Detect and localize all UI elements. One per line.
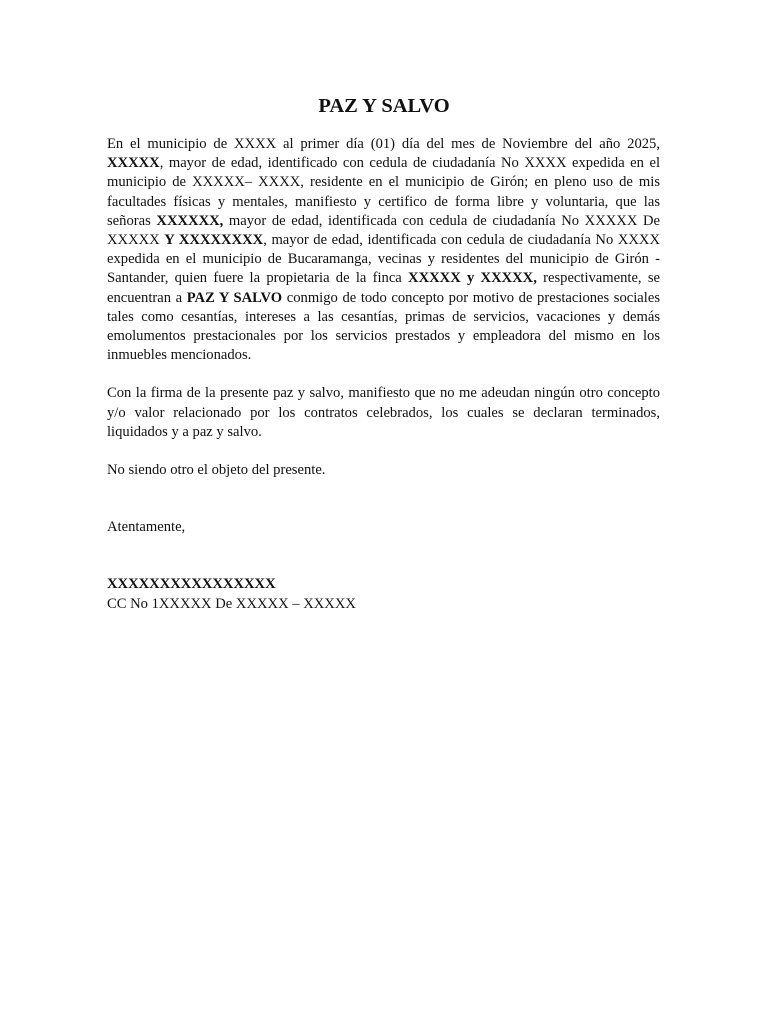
spacer	[107, 365, 660, 384]
text-run: , mayor de edad, identificada con cedula de ciudadanía No XXXX expedida en el municipio de Bucaramanga, vecinas y residentes del municipio de Girón - Santander, quien fuere la propietaria de la finca	[107, 232, 660, 287]
text-run: conmigo de todo concepto por motivo de prestaciones sociales tales como cesantías, intereses a las cesantías, primas de servicios, vacaciones y demás emolumentos prestacionales por los servicios prestados y empleadora del mismo en los inmuebles mencionados.	[107, 289, 660, 364]
text-run: respectivamente, se encuentran a	[107, 270, 660, 306]
bold-name: XXXXX	[107, 155, 160, 172]
text-run: , mayor de edad, identificado con cedula de ciudadanía No XXXX expedida en el municipio de XXXXX– XXXX, residente en el municipio de Girón; en pleno uso de mis facultades físicas y mentales, manifiesto y certifico de forma libre y voluntaria, que las señoras	[107, 155, 660, 229]
bold-paz-y-salvo: PAZ Y SALVO	[186, 289, 283, 306]
bold-name: XXXXXX,	[156, 212, 224, 229]
text-run: En el municipio de XXXX al primer día (01) día del mes de Noviembre del año 2025,	[107, 136, 660, 152]
text-run: mayor de edad, identificada con cedula de ciudadanía No XXXXX De XXXXX	[107, 212, 660, 249]
spacer	[107, 537, 660, 575]
spacer	[107, 442, 660, 461]
document-page	[107, 92, 660, 614]
paragraph-certification	[107, 135, 660, 365]
bold-name: Y XXXXXXXX	[164, 232, 264, 249]
document-title: PAZ Y SALVO	[318, 95, 450, 117]
signature-id: CC No 1XXXXX De XXXXX – XXXXX	[107, 595, 356, 612]
paragraph-object: No siendo otro el objeto del presente.	[107, 462, 326, 479]
spacer	[107, 480, 660, 518]
paragraph-declaration: Con la firma de la presente paz y salvo, manifiesto que no me adeudan ningún otro concepto y/o valor relacionado por los contratos celebrados, los cuales se declaran terminados, liquidados y a paz y salvo.	[107, 385, 660, 440]
closing-text: Atentamente,	[107, 519, 186, 536]
bold-farm-name: XXXXX y XXXXX,	[408, 270, 537, 287]
signature-name: XXXXXXXXXXXXXXXX	[107, 576, 276, 593]
